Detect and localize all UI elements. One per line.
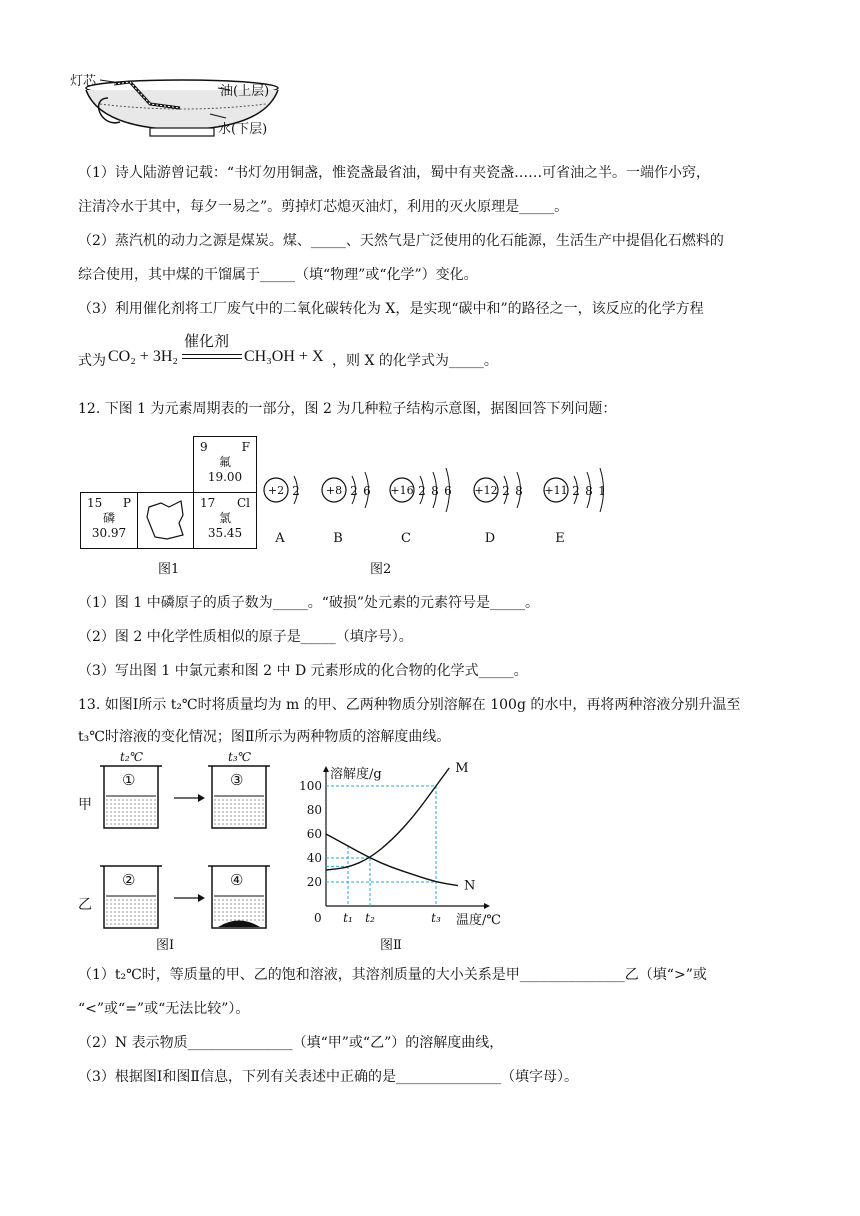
y-tick-label: 60 — [306, 827, 322, 841]
p-mass: 30.97 — [91, 526, 127, 540]
chemical-equation-line — [78, 330, 778, 374]
q11-part2-line2: 综合使用，其中煤的干馏属于_____（填“物理”或“化学”）变化。 — [78, 267, 478, 283]
particle-letter: B — [333, 531, 343, 546]
q13-part1-line2: “<”或“=”或“无法比较”）。 — [78, 1001, 250, 1017]
particle-E — [544, 468, 606, 546]
temp-left-label: t₂℃ — [120, 750, 144, 764]
cell-chlorine — [193, 492, 257, 549]
nucleus-charge: +11 — [544, 484, 568, 497]
electron-count: 2 — [418, 484, 426, 498]
beaker-label-4: ④ — [230, 871, 244, 889]
electron-count: 2 — [502, 484, 510, 498]
cell-phosphorus — [80, 492, 138, 549]
q12-part3: （3）写出图 1 中氯元素和图 2 中 D 元素形成的化合物的化学式_____。 — [78, 663, 528, 679]
particle-letter: D — [484, 531, 496, 546]
nucleus-charge: +2 — [267, 484, 285, 497]
cl-name: 氯 — [218, 511, 231, 525]
electron-count: 2 — [572, 484, 580, 498]
curve-label-M: M — [455, 761, 469, 776]
figure-1-beakers — [78, 750, 278, 956]
q11-part1-line1: （1）诗人陆游曾记载：“书灯勿用铜盏，惟瓷盏最省油，蜀中有夹瓷盏……可省油之半。一端作小窍， — [78, 165, 711, 181]
equals-sign — [182, 354, 242, 359]
f-mass: 19.00 — [207, 470, 243, 484]
cell-damaged — [137, 492, 194, 549]
particle-B — [322, 472, 371, 546]
q11-part2-line1: （2）蒸汽机的动力之源是煤炭。煤、_____、天然气是广泛使用的化石能源，生活生产中提倡化石燃料的 — [78, 233, 724, 249]
damaged-patch-icon — [139, 493, 193, 547]
electron-count: 6 — [363, 484, 371, 498]
q12-stem: 12. 下图 1 为元素周期表的一部分，图 2 为几种粒子结构示意图，据图回答下列问题： — [78, 401, 617, 417]
electron-count: 8 — [431, 484, 439, 498]
p-symbol: P — [122, 496, 131, 510]
particle-letter: C — [401, 531, 411, 546]
x-tick-label: t₃ — [431, 911, 441, 925]
y-axis-label: 溶解度/g — [330, 767, 382, 782]
p-name: 磷 — [102, 511, 115, 525]
particle-D — [474, 472, 523, 546]
q12-part1: （1）图 1 中磷原子的质子数为_____。“破损”处元素的元素符号是_____。 — [78, 595, 540, 611]
wick-label: 灯芯 — [70, 74, 97, 89]
y-tick-label: 80 — [306, 803, 322, 817]
oil-lamp-figure — [70, 68, 290, 148]
q13-stem-line2: t₃℃时溶液的变化情况；图Ⅱ所示为两种物质的溶解度曲线。 — [78, 729, 451, 745]
y-tick-label: 40 — [306, 851, 322, 865]
q13-part1-line1: （1）t₂℃时，等质量的甲、乙的饱和溶液，其溶剂质量的大小关系是甲_______________乙（填“>”或 — [78, 967, 707, 983]
x-tick-label: t₁ — [343, 911, 353, 925]
beaker-label-2: ② — [122, 871, 136, 889]
nucleus-charge: +8 — [325, 484, 343, 497]
particle-A — [264, 476, 300, 546]
curve-M — [326, 768, 449, 870]
q12-part2: （2）图 2 中化学性质相似的原子是_____（填序号）。 — [78, 629, 413, 645]
equation-right: CH₃OH + X — [244, 348, 324, 365]
particle-structure-diagrams — [256, 446, 626, 556]
particle-letter: E — [555, 531, 565, 546]
cl-number: 17 — [200, 496, 216, 510]
electron-count: 1 — [598, 484, 606, 498]
figure-2-caption: 图Ⅱ — [380, 938, 402, 953]
beaker-label-3: ③ — [230, 771, 244, 789]
particle-C — [390, 468, 452, 546]
particle-letter: A — [275, 531, 285, 546]
cell-fluorine — [193, 436, 257, 493]
f-name: 氟 — [218, 455, 231, 469]
electron-count: 2 — [292, 484, 300, 498]
q13-part3: （3）根据图Ⅰ和图Ⅱ信息，下列有关表述中正确的是_______________（填字母）。 — [78, 1069, 578, 1085]
fig2-caption: 图2 — [370, 562, 392, 577]
periodic-table-fragment — [80, 436, 256, 550]
curve-label-N: N — [464, 878, 476, 894]
equation-left: CO₂ + 3H₂ — [108, 348, 178, 365]
f-symbol: F — [241, 440, 250, 454]
electron-count: 6 — [444, 484, 452, 498]
y-tick-label: 20 — [306, 875, 322, 889]
q11-part1-line2: 注清冷水于其中，每夕一易之”。剪掉灯芯熄灭油灯，利用的灭火原理是_____。 — [78, 199, 569, 215]
electron-count: 8 — [585, 484, 593, 498]
beaker-label-1: ① — [122, 771, 136, 789]
cl-mass: 35.45 — [207, 526, 243, 540]
row-label-yi: 乙 — [78, 897, 92, 913]
q13-stem-line1: 13. 如图Ⅰ所示 t₂℃时将质量均为 m 的甲、乙两种物质分别溶解在 100g 的水中，再将两种溶液分别升温至 — [78, 697, 741, 713]
catalyst-label: 催化剂 — [184, 332, 230, 350]
fig1-caption: 图1 — [158, 562, 180, 577]
q13-part2: （2）N 表示物质_______________（填“甲”或“乙”）的溶解度曲线， — [78, 1035, 504, 1051]
oil-label: 油(上层) — [220, 84, 270, 99]
water-label: 水(下层) — [218, 122, 268, 137]
curve-N — [326, 834, 458, 886]
y-tick-label: 100 — [299, 779, 322, 793]
x-axis-arrow — [484, 903, 490, 909]
x-tick-label: t₂ — [365, 911, 375, 925]
origin-label: 0 — [314, 911, 322, 925]
f-number: 9 — [200, 440, 208, 454]
temp-right-label: t₃℃ — [228, 750, 252, 764]
nucleus-charge: +12 — [474, 484, 498, 497]
beakers-drawing — [78, 756, 278, 956]
p-number: 15 — [87, 496, 103, 510]
electron-count: 8 — [515, 484, 523, 498]
y-axis-arrow — [323, 766, 329, 772]
nucleus-charge: +16 — [390, 484, 414, 497]
equation-suffix: ，则 X 的化学式为_____。 — [332, 353, 498, 369]
solubility-curve-chart — [292, 761, 501, 934]
cl-symbol: Cl — [236, 496, 250, 510]
row-label-jia: 甲 — [78, 797, 92, 813]
precipitate — [218, 921, 260, 928]
electron-count: 2 — [350, 484, 358, 498]
figure-1-caption: 图Ⅰ — [156, 938, 175, 953]
x-axis-label: 温度/℃ — [456, 913, 501, 928]
equation-prefix: 式为 — [78, 353, 106, 369]
q11-part3-line1: （3）利用催化剂将工厂废气中的二氧化碳转化为 X，是实现“碳中和”的路径之一，该反应的化学方程 — [78, 301, 704, 317]
arrow-icon — [174, 794, 205, 902]
